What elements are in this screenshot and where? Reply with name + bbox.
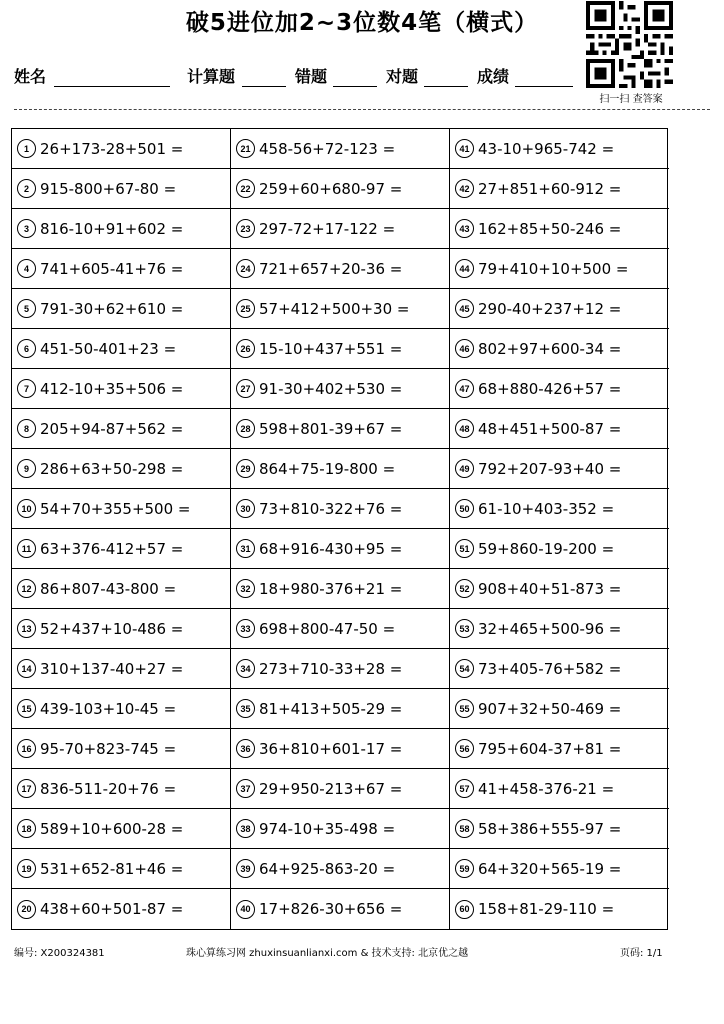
name-blank[interactable] — [54, 86, 170, 87]
problem-cell — [12, 809, 231, 849]
problem-expression: 26+173-28+501 = — [40, 139, 184, 158]
problem-cell — [231, 489, 450, 529]
problem-expression: 791-30+62+610 = — [40, 299, 184, 318]
problem-number: 19 — [17, 859, 36, 878]
qr-code-icon — [585, 1, 674, 88]
problem-expression: 17+826-30+656 = — [259, 900, 403, 918]
problem-expression: 310+137-40+27 = — [40, 659, 184, 678]
problem-number: 54 — [455, 659, 474, 678]
problem-cell — [450, 329, 669, 369]
problem-number: 40 — [236, 900, 255, 919]
problem-number: 57 — [455, 779, 474, 798]
problem-cell — [12, 729, 231, 769]
problem-expression: 286+63+50-298 = — [40, 459, 184, 478]
problem-number: 3 — [17, 219, 36, 238]
problem-expression: 273+710-33+28 = — [259, 659, 403, 678]
problem-cell — [450, 209, 669, 249]
name-label: 姓名 — [14, 67, 47, 86]
problem-number: 44 — [455, 259, 474, 278]
problem-expression: 802+97+600-34 = — [478, 339, 622, 358]
problem-number: 22 — [236, 179, 255, 198]
problem-expression: 907+32+50-469 = — [478, 699, 622, 718]
problem-cell — [12, 409, 231, 449]
problem-number: 1 — [17, 139, 36, 158]
problem-number: 33 — [236, 619, 255, 638]
problem-expression: 439-103+10-45 = — [40, 699, 177, 718]
problem-number: 5 — [17, 299, 36, 318]
problem-number: 27 — [236, 379, 255, 398]
problem-expression: 531+652-81+46 = — [40, 859, 184, 878]
problem-cell — [12, 849, 231, 889]
problem-cell — [450, 529, 669, 569]
problem-number: 39 — [236, 859, 255, 878]
problem-cell — [450, 249, 669, 289]
problem-expression: 36+810+601-17 = — [259, 739, 403, 758]
wrong-blank[interactable] — [333, 86, 377, 87]
problem-expression: 721+657+20-36 = — [259, 259, 403, 278]
problem-expression: 95-70+823-745 = — [40, 739, 177, 758]
problem-expression: 73+405-76+582 = — [478, 659, 622, 678]
problem-cell — [12, 169, 231, 209]
problem-number: 42 — [455, 179, 474, 198]
problem-cell — [231, 649, 450, 689]
problem-cell — [231, 889, 450, 929]
problem-cell — [231, 569, 450, 609]
problem-number: 2 — [17, 179, 36, 198]
computed-label: 计算题 — [187, 67, 236, 86]
problem-number: 13 — [17, 619, 36, 638]
problem-cell — [450, 849, 669, 889]
problem-number: 53 — [455, 619, 474, 638]
problem-expression: 27+851+60-912 = — [478, 179, 622, 198]
problem-expression: 63+376-412+57 = — [40, 539, 184, 558]
problem-expression: 297-72+17-122 = — [259, 219, 396, 238]
qr-caption: 扫一扫 查答案 — [599, 94, 663, 105]
problem-expression: 741+605-41+76 = — [40, 259, 184, 278]
problem-number: 48 — [455, 419, 474, 438]
problem-number: 7 — [17, 379, 36, 398]
problem-cell — [450, 769, 669, 809]
problem-expression: 974-10+35-498 = — [259, 819, 396, 838]
problem-cell — [12, 449, 231, 489]
problem-expression: 259+60+680-97 = — [259, 179, 403, 198]
problem-cell — [231, 609, 450, 649]
problem-expression: 816-10+91+602 = — [40, 219, 184, 238]
problem-expression: 54+70+355+500 = — [40, 499, 191, 518]
problem-cell — [450, 569, 669, 609]
problem-number: 38 — [236, 819, 255, 838]
problem-number: 47 — [455, 379, 474, 398]
problem-cell — [450, 449, 669, 489]
problem-expression: 81+413+505-29 = — [259, 699, 403, 718]
problem-expression: 61-10+403-352 = — [478, 499, 615, 518]
problem-expression: 32+465+500-96 = — [478, 619, 622, 638]
problem-cell — [12, 889, 231, 929]
problem-number: 10 — [17, 499, 36, 518]
problem-cell — [12, 569, 231, 609]
problem-cell — [12, 249, 231, 289]
problem-cell — [450, 809, 669, 849]
problem-number: 17 — [17, 779, 36, 798]
problem-expression: 57+412+500+30 = — [259, 299, 410, 318]
problem-expression: 598+801-39+67 = — [259, 419, 403, 438]
problem-cell — [231, 769, 450, 809]
problem-expression: 162+85+50-246 = — [478, 219, 622, 238]
problem-number: 59 — [455, 859, 474, 878]
problem-expression: 438+60+501-87 = — [40, 900, 184, 918]
problem-cell — [12, 209, 231, 249]
problem-number: 35 — [236, 699, 255, 718]
problem-expression: 915-800+67-80 = — [40, 179, 177, 198]
problem-cell — [12, 329, 231, 369]
problem-number: 49 — [455, 459, 474, 478]
problem-cell — [12, 369, 231, 409]
problem-number: 8 — [17, 419, 36, 438]
problem-number: 34 — [236, 659, 255, 678]
problem-cell — [450, 889, 669, 929]
score-blank[interactable] — [515, 86, 573, 87]
problem-expression: 86+807-43-800 = — [40, 579, 177, 598]
problem-cell — [231, 849, 450, 889]
score-label: 成绩 — [477, 67, 510, 86]
problem-expression: 52+437+10-486 = — [40, 619, 184, 638]
problem-number: 58 — [455, 819, 474, 838]
problem-cell — [12, 689, 231, 729]
problem-expression: 68+916-430+95 = — [259, 539, 403, 558]
problem-expression: 792+207-93+40 = — [478, 459, 622, 478]
problem-number: 11 — [17, 539, 36, 558]
problem-cell — [450, 489, 669, 529]
problem-number: 29 — [236, 459, 255, 478]
problem-expression: 795+604-37+81 = — [478, 739, 622, 758]
problem-number: 18 — [17, 819, 36, 838]
problem-cell — [450, 689, 669, 729]
problem-cell — [450, 609, 669, 649]
problem-cell — [450, 369, 669, 409]
problem-expression: 43-10+965-742 = — [478, 139, 615, 158]
problem-grid — [11, 128, 668, 930]
problem-expression: 73+810-322+76 = — [259, 499, 403, 518]
problem-expression: 290-40+237+12 = — [478, 299, 622, 318]
problem-number: 60 — [455, 900, 474, 919]
problem-number: 32 — [236, 579, 255, 598]
problem-cell — [231, 249, 450, 289]
problem-number: 52 — [455, 579, 474, 598]
problem-cell — [231, 689, 450, 729]
problem-cell — [450, 409, 669, 449]
problem-number: 56 — [455, 739, 474, 758]
problem-number: 26 — [236, 339, 255, 358]
problem-cell — [12, 489, 231, 529]
problem-cell — [231, 209, 450, 249]
problem-number: 23 — [236, 219, 255, 238]
problem-expression: 68+880-426+57 = — [478, 379, 622, 398]
footer-site: 珠心算练习网 zhuxinsuanlianxi.com & 技术支持: 北京优之越 — [186, 948, 469, 959]
problem-cell — [231, 369, 450, 409]
problem-expression: 79+410+10+500 = — [478, 259, 629, 278]
problem-expression: 589+10+600-28 = — [40, 819, 184, 838]
problem-expression: 64+925-863-20 = — [259, 859, 396, 878]
computed-blank[interactable] — [242, 86, 286, 87]
problem-cell — [12, 649, 231, 689]
problem-cell — [12, 529, 231, 569]
problem-cell — [450, 729, 669, 769]
problem-cell — [12, 289, 231, 329]
dashed-divider — [14, 109, 710, 110]
problem-expression: 91-30+402+530 = — [259, 379, 403, 398]
problem-cell — [450, 289, 669, 329]
problem-cell — [12, 129, 231, 169]
problem-expression: 18+980-376+21 = — [259, 579, 403, 598]
problem-number: 31 — [236, 539, 255, 558]
problem-number: 4 — [17, 259, 36, 278]
problem-number: 25 — [236, 299, 255, 318]
problem-number: 16 — [17, 739, 36, 758]
problem-number: 9 — [17, 459, 36, 478]
problem-expression: 59+860-19-200 = — [478, 539, 615, 558]
problem-expression: 836-511-20+76 = — [40, 779, 177, 798]
correct-label: 对题 — [386, 67, 419, 86]
problem-number: 21 — [236, 139, 255, 158]
problem-cell — [12, 769, 231, 809]
correct-blank[interactable] — [424, 86, 468, 87]
problem-cell — [231, 169, 450, 209]
problem-number: 46 — [455, 339, 474, 358]
problem-number: 14 — [17, 659, 36, 678]
problem-expression: 29+950-213+67 = — [259, 779, 403, 798]
problem-cell — [450, 649, 669, 689]
problem-number: 50 — [455, 499, 474, 518]
problem-expression: 864+75-19-800 = — [259, 459, 396, 478]
page-title: 破5进位加2~3位数4笔（横式） — [185, 10, 539, 36]
problem-expression: 64+320+565-19 = — [478, 859, 622, 878]
wrong-label: 错题 — [295, 67, 328, 86]
problem-expression: 41+458-376-21 = — [478, 779, 615, 798]
problem-expression: 451-50-401+23 = — [40, 339, 177, 358]
footer-code: 编号: X200324381 — [14, 948, 105, 959]
problem-expression: 58+386+555-97 = — [478, 819, 622, 838]
problem-expression: 15-10+437+551 = — [259, 339, 403, 358]
problem-number: 20 — [17, 900, 36, 919]
problem-cell — [231, 289, 450, 329]
problem-expression: 158+81-29-110 = — [478, 900, 615, 918]
problem-number: 41 — [455, 139, 474, 158]
problem-number: 24 — [236, 259, 255, 278]
problem-number: 6 — [17, 339, 36, 358]
footer-page: 页码: 1/1 — [620, 948, 663, 959]
problem-cell — [231, 529, 450, 569]
problem-cell — [12, 609, 231, 649]
problem-number: 37 — [236, 779, 255, 798]
problem-cell — [231, 449, 450, 489]
problem-number: 12 — [17, 579, 36, 598]
problem-cell — [231, 329, 450, 369]
problem-cell — [231, 729, 450, 769]
problem-expression: 458-56+72-123 = — [259, 139, 396, 158]
problem-number: 15 — [17, 699, 36, 718]
problem-cell — [450, 169, 669, 209]
problem-expression: 48+451+500-87 = — [478, 419, 622, 438]
problem-number: 51 — [455, 539, 474, 558]
student-info-row — [14, 64, 584, 90]
problem-number: 28 — [236, 419, 255, 438]
problem-expression: 908+40+51-873 = — [478, 579, 622, 598]
problem-number: 55 — [455, 699, 474, 718]
problem-number: 43 — [455, 219, 474, 238]
problem-expression: 698+800-47-50 = — [259, 619, 396, 638]
problem-expression: 412-10+35+506 = — [40, 379, 184, 398]
problem-cell — [231, 809, 450, 849]
problem-cell — [450, 129, 669, 169]
problem-number: 45 — [455, 299, 474, 318]
problem-cell — [231, 129, 450, 169]
problem-expression: 205+94-87+562 = — [40, 419, 184, 438]
problem-cell — [231, 409, 450, 449]
problem-number: 30 — [236, 499, 255, 518]
problem-number: 36 — [236, 739, 255, 758]
